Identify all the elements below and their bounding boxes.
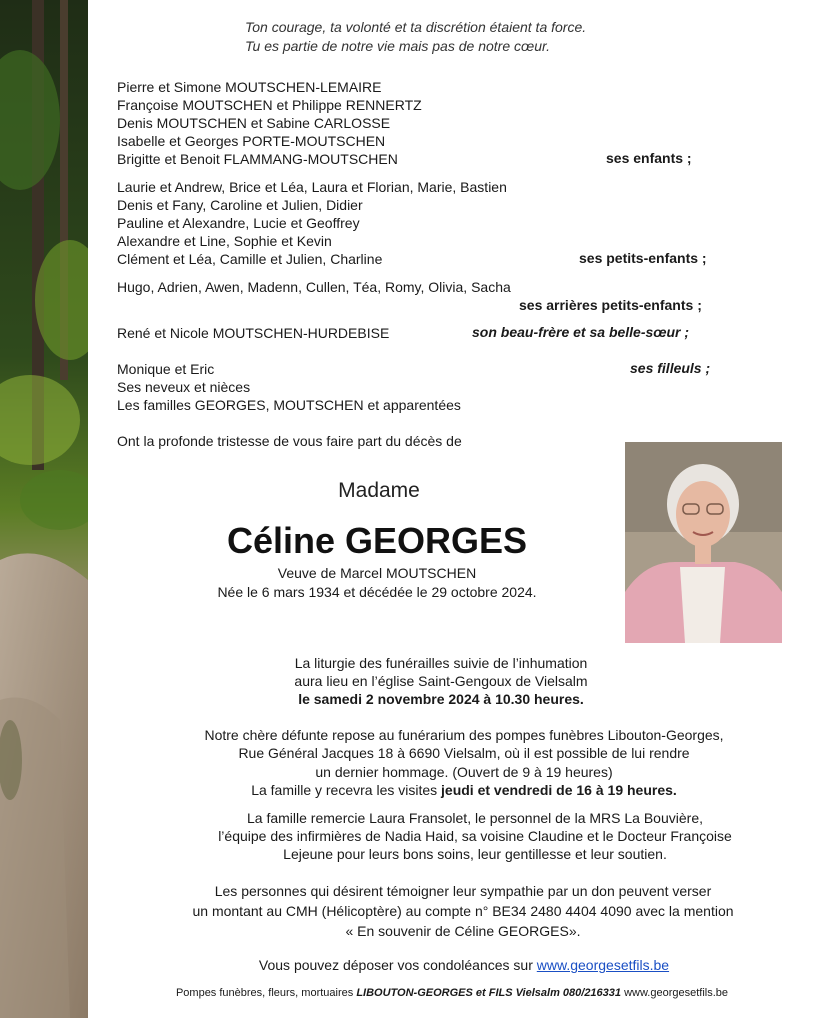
deceased-dates: Née le 6 mars 1934 et décédée le 29 octobre 2024. <box>217 584 537 600</box>
donation-line-1: Les personnes qui désirent témoigner leur sympathie par un don peuvent verser <box>214 883 712 899</box>
footer-website: www.georgesetfils.be <box>621 987 729 999</box>
footer-text: Pompes funèbres, fleurs, mortuaires <box>175 987 357 999</box>
relation-children: ses enfants ; <box>606 150 692 166</box>
list-item: Les familles GEORGES, MOUTSCHEN et apparentées <box>117 397 461 413</box>
grandchildren-list <box>117 178 507 268</box>
list-item: Laurie et Andrew, Brice et Léa, Laura et Florian, Marie, Bastien <box>117 179 507 195</box>
list-item: Pierre et Simone MOUTSCHEN-LEMAIRE <box>117 79 382 95</box>
forest-illustration <box>0 0 88 1018</box>
quote-line-1: Ton courage, ta volonté et ta discrétion étaient ta force. <box>245 19 587 35</box>
list-item: Clément et Léa, Camille et Julien, Charline <box>117 251 383 267</box>
deceased-widow: Veuve de Marcel MOUTSCHEN <box>277 565 477 581</box>
rest-line-2: Rue Général Jacques 18 à 6690 Vielsalm, où il est possible de lui rendre <box>238 745 690 761</box>
footer <box>0 987 814 999</box>
liturgy-line-1: La liturgie des funérailles suivie de l’inhumation <box>294 655 588 671</box>
quote-line-2: Tu es partie de notre vie mais pas de notre cœur. <box>245 38 551 54</box>
rest-line-4 <box>0 782 814 798</box>
relation-great-grandchildren: ses arrières petits-enfants ; <box>519 297 702 313</box>
relation-godchildren: ses filleuls ; <box>630 360 711 376</box>
donation-line-3: « En souvenir de Céline GEORGES». <box>345 923 581 939</box>
rest-line-1: Notre chère défunte repose au funérarium des pompes funèbres Libouton-Georges, <box>204 727 724 743</box>
list-item: Brigitte et Benoit FLAMMANG-MOUTSCHEN <box>117 151 398 167</box>
deceased-title: Madame <box>338 479 420 502</box>
thanks-line-3: Lejeune pour leurs bons soins, leur gentillesse et leur soutien. <box>283 846 667 862</box>
list-item: Ses neveux et nièces <box>117 379 251 395</box>
relation-in-laws: son beau-frère et sa belle-sœur ; <box>472 324 690 340</box>
thanks-line-1: La famille remercie Laura Fransolet, le personnel de la MRS La Bouvière, <box>246 810 703 826</box>
liturgy-line-2: aura lieu en l’église Saint-Gengoux de Vielsalm <box>294 673 588 689</box>
visits-text: La famille y recevra les visites <box>251 782 442 798</box>
donation-line-2: un montant au CMH (Hélicoptère) au compte n° BE34 2480 4404 4090 avec la mention <box>192 903 734 919</box>
footer-company: LIBOUTON-GEORGES et FILS Vielsalm 080/216331 <box>356 987 622 999</box>
list-item: Pauline et Alexandre, Lucie et Geoffrey <box>117 215 360 231</box>
liturgy-date: le samedi 2 novembre 2024 à 10.30 heures. <box>298 691 584 707</box>
list-item: Monique et Eric <box>117 361 215 377</box>
list-item: Françoise MOUTSCHEN et Philippe RENNERTZ <box>117 97 422 113</box>
forest-image-strip <box>0 0 88 1018</box>
list-item: Alexandre et Line, Sophie et Kevin <box>117 233 332 249</box>
condolences-link[interactable]: www.georgesetfils.be <box>536 957 670 973</box>
great-grandchildren-list: Hugo, Adrien, Awen, Madenn, Cullen, Téa, Romy, Olivia, Sacha <box>117 279 511 295</box>
godchildren-list <box>117 360 461 414</box>
condolences-text: Vous pouvez déposer vos condoléances sur <box>258 957 537 973</box>
rest-line-3: un dernier hommage. (Ouvert de 9 à 19 heures) <box>315 764 613 780</box>
children-list <box>117 78 422 168</box>
visits-hours: jeudi et vendredi de 16 à 19 heures. <box>441 782 677 798</box>
list-item: Denis et Fany, Caroline et Julien, Didier <box>117 197 363 213</box>
thanks-line-2: l’équipe des infirmières de Nadia Haid, sa voisine Claudine et le Docteur Françoise <box>218 828 732 844</box>
announcement: Ont la profonde tristesse de vous faire part du décès de <box>117 433 462 449</box>
relation-grandchildren: ses petits-enfants ; <box>579 250 707 266</box>
deceased-name: Céline GEORGES <box>226 520 528 561</box>
condolences <box>0 957 814 973</box>
list-item: Isabelle et Georges PORTE-MOUTSCHEN <box>117 133 386 149</box>
list-item: Denis MOUTSCHEN et Sabine CARLOSSE <box>117 115 391 131</box>
in-laws-names: René et Nicole MOUTSCHEN-HURDEBISE <box>117 325 390 341</box>
